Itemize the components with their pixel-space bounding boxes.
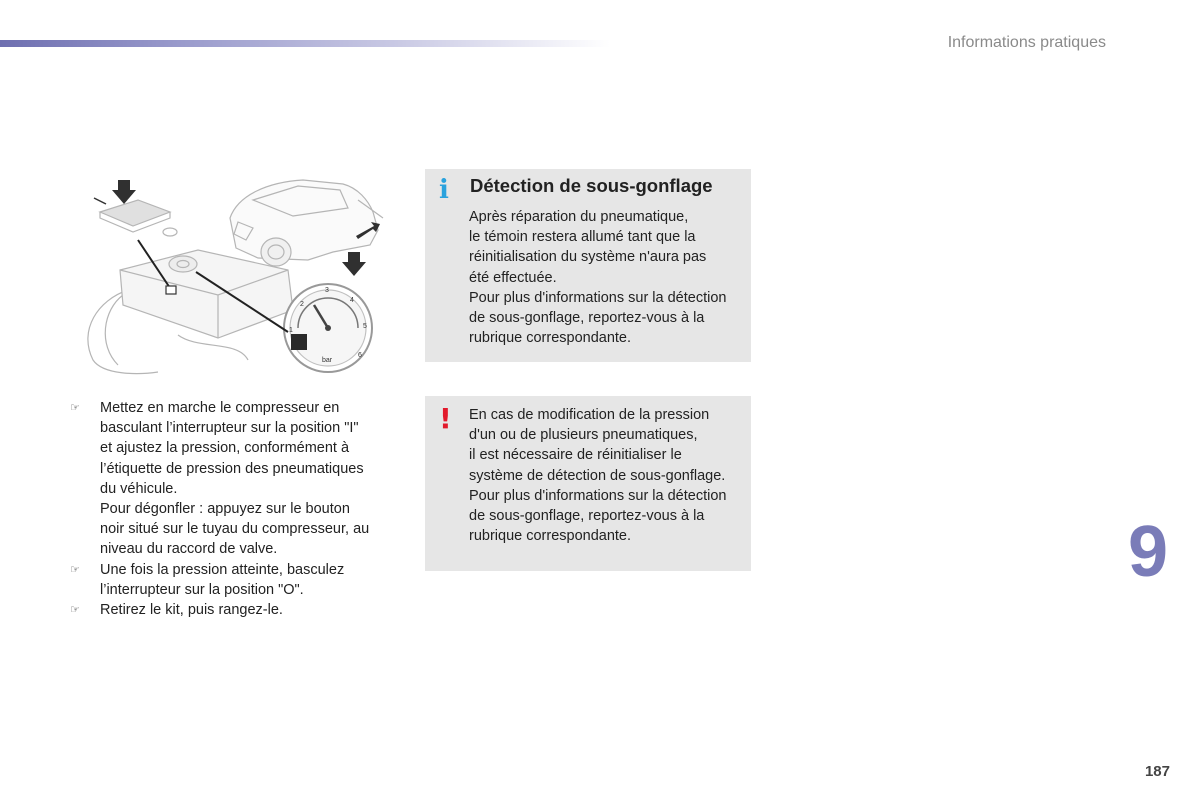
info-line: été effectuée. (469, 269, 557, 286)
info-icon: i (439, 175, 449, 205)
arrow-down-icon (342, 252, 366, 276)
instruction-line: noir situé sur le tuyau du compresseur, au (100, 521, 370, 538)
instruction-line: du véhicule. (100, 480, 178, 497)
info-line: de sous-gonflage, reportez-vous à la (469, 310, 705, 327)
info-line: le témoin restera allumé tant que la (469, 229, 696, 246)
warning-icon: ! (439, 402, 452, 435)
warning-line: de sous-gonflage, reportez-vous à la (469, 508, 705, 525)
warning-line: d'un ou de plusieurs pneumatiques, (469, 427, 698, 444)
list-item (70, 600, 400, 620)
compressor-illustration (78, 160, 396, 382)
info-line: Pour plus d'informations sur la détection (469, 289, 727, 306)
pointing-hand-icon: ☞ (70, 563, 80, 576)
list-item (70, 398, 400, 560)
info-line: Après réparation du pneumatique, (469, 209, 689, 225)
warning-box-text (469, 405, 751, 546)
instruction-line: l’étiquette de pression des pneumatiques (100, 460, 364, 477)
gauge-unit-label: bar (322, 357, 333, 364)
section-title: Informations pratiques (947, 34, 1106, 51)
gauge-tick-5: 5 (363, 323, 367, 330)
instruction-line: niveau du raccord de valve. (100, 541, 278, 558)
info-box-text (469, 207, 751, 348)
header-accent-bar (0, 40, 610, 47)
gauge-tick-6: 6 (358, 352, 362, 359)
warning-line: Pour plus d'informations sur la détection (469, 487, 727, 504)
info-box (425, 169, 751, 362)
gauge-tick-1: 1 (289, 327, 293, 334)
page-number: 187 (1144, 763, 1170, 780)
warning-line: rubrique correspondante. (469, 528, 632, 545)
info-line: réinitialisation du système n'aura pas (469, 249, 707, 266)
instruction-line: Mettez en marche le compresseur en (100, 400, 340, 416)
instruction-line: basculant l’interrupteur sur la position "I" (100, 420, 359, 437)
warning-line: En cas de modification de la pression (469, 407, 710, 423)
instruction-line: Pour dégonfler : appuyez sur le bouton (100, 501, 350, 518)
pointing-hand-icon: ☞ (70, 604, 80, 617)
arrow-down-icon (112, 180, 136, 204)
instruction-list (70, 398, 400, 620)
instruction-line: Retirez le kit, puis rangez-le. (100, 602, 283, 619)
instruction-line: Une fois la pression atteinte, basculez (100, 561, 345, 578)
pointing-hand-icon: ☞ (70, 402, 80, 414)
gauge-tick-3: 3 (325, 287, 329, 294)
info-box-title: Détection de sous-gonflage (470, 175, 713, 196)
chapter-number: 9 (1128, 512, 1169, 592)
info-line: rubrique correspondante. (469, 330, 632, 347)
gauge-tick-2: 2 (300, 301, 304, 308)
gauge-knob (291, 334, 307, 350)
warning-box (425, 396, 751, 571)
instruction-line: et ajustez la pression, conformément à (100, 440, 350, 457)
list-item (70, 560, 400, 600)
gauge-tick-4: 4 (350, 297, 354, 304)
warning-line: système de détection de sous-gonflage. (469, 467, 726, 484)
warning-line: il est nécessaire de réinitialiser le (469, 447, 682, 464)
instruction-line: l’interrupteur sur la position "O". (100, 581, 304, 598)
